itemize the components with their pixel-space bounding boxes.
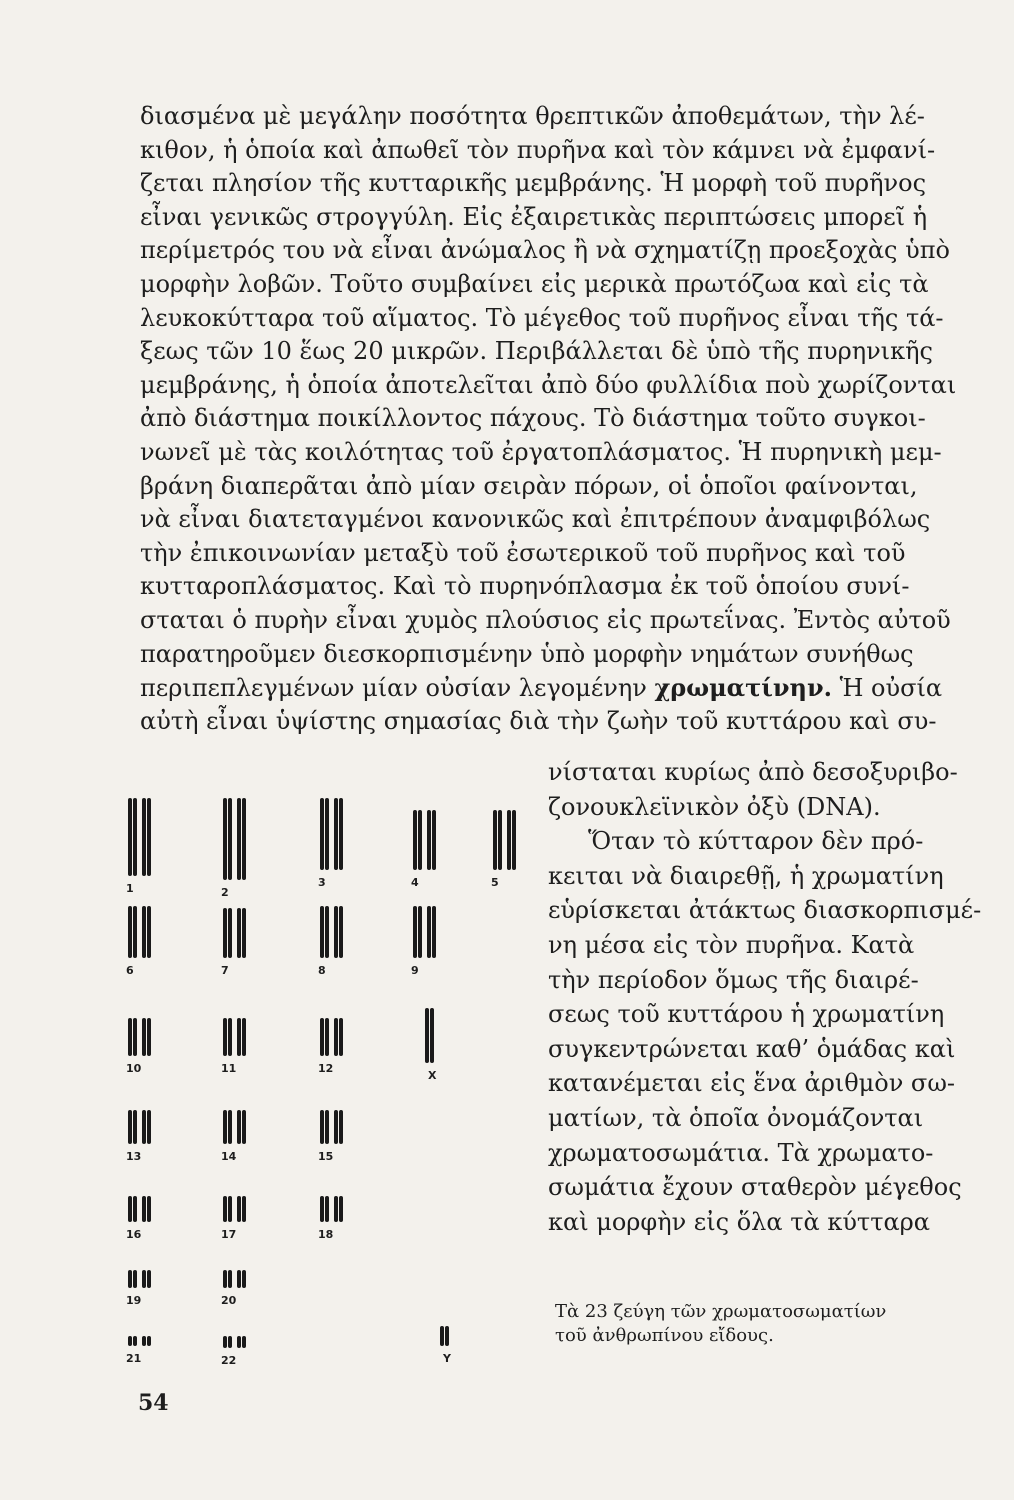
chromosome-pair [413,906,436,958]
chromosome-label: 8 [318,964,326,977]
text-line: Ὅταν τὸ κύτταρον δὲν πρό- [588,827,924,856]
chromatid [228,1270,232,1288]
chromosome-pair [128,798,151,876]
text-line: νίσταται κυρίως ἀπὸ δεσοξυριβο- [548,758,958,786]
chromatid [128,1270,132,1288]
chromatid [445,1326,449,1346]
chromatid [242,1270,246,1288]
chromosome-label: 21 [126,1352,142,1365]
chromatid [237,798,241,880]
chromosome-label: 18 [318,1228,334,1241]
chromosome-pair [493,810,516,870]
chromatid [339,1110,343,1144]
text-line: τὴν ἐπικοινωνίαν μεταξὺ τοῦ ἐσωτερικοῦ τοῦ πυρῆνος καὶ τοῦ [140,538,906,567]
chromatid [325,906,329,958]
chromatid [418,906,422,958]
chromatid [334,1110,338,1144]
chromosome-label: 4 [411,876,419,889]
chromosome-label: 17 [221,1228,237,1241]
chromosome-pair [223,1336,246,1348]
chromosome-label: 11 [221,1062,237,1075]
text-line: παρατηροῦμεν διεσκορπισμένην ὑπὸ μορφὴν νημάτων συνήθως [140,639,914,668]
text-line: σωμάτια ἔχουν σταθερὸν μέγεθος [548,1173,962,1202]
chromatid [320,798,324,870]
text-segment: περιπεπλεγμένων μίαν οὐσίαν λεγομένην [140,674,647,703]
chromatid [128,1336,132,1346]
chromatid [493,810,497,870]
chromosome-label: 20 [221,1294,237,1307]
chromatid [147,1110,151,1144]
chromatid [498,810,502,870]
chromosome-pair [425,1008,434,1063]
chromatid [339,798,343,870]
chromatid [128,1018,132,1056]
chromatid [320,1110,324,1144]
chromatid [237,1196,241,1222]
text-line: εἶναι γενικῶς στρογγύλη. Εἰς ἐξαιρετικὰς περιπτώσεις μπορεῖ ἡ [140,202,928,231]
karyotype-figure [110,778,550,1378]
side-column-text [548,755,982,1239]
chromatid [228,1196,232,1222]
chromatid [128,1110,132,1144]
chromosome-label: 6 [126,964,134,977]
text-line: αὐτὴ εἶναι ὑψίστης σημασίας διὰ τὴν ζωὴν τοῦ κυττάρου καὶ συ- [140,706,937,735]
chromosome-label: 22 [221,1354,237,1367]
chromatid [432,810,436,870]
chromosome-pair [320,1196,343,1222]
chromatid [325,798,329,870]
text-line: εὑρίσκεται ἀτάκτως διασκορπισμέ- [548,896,982,925]
bold-term: χρωματίνην. [654,673,832,703]
chromatid [320,1196,324,1222]
chromosome-label: 12 [318,1062,334,1075]
chromatid [242,1110,246,1144]
text-line: μορφὴν λοβῶν. Τοῦτο συμβαίνει εἰς μερικὰ πρωτόζωα καὶ εἰς τὰ [140,269,929,298]
chromosome-pair [128,1270,151,1288]
text-line: μεμβράνης, ἡ ὁποία ἀποτελεῖται ἀπὸ δύο φυλλίδια ποὺ χωρίζονται [140,370,957,399]
chromatid [237,1270,241,1288]
text-line: ξεως τῶν 10 ἕως 20 μικρῶν. Περιβάλλεται δὲ ὑπὸ τῆς πυρηνικῆς [140,337,933,366]
chromosome-pair [320,1018,343,1056]
chromatid [223,1018,227,1056]
chromatid [425,1008,429,1063]
chromosome-pair [223,908,246,958]
chromatid [133,1196,137,1222]
chromatid [133,906,137,958]
chromatid [427,906,431,958]
caption-line: τοῦ ἀνθρωπίνου εἴδους. [555,1325,774,1346]
chromatid [223,1196,227,1222]
chromatid [228,1018,232,1056]
chromatid [128,906,132,958]
chromosome-pair [223,1270,246,1288]
chromatid [413,906,417,958]
page-number: 54 [138,1390,169,1416]
chromosome-label: 7 [221,964,229,977]
text-line: νὰ εἶναι διατεταγμένοι κανονικῶς καὶ ἐπιτρέπουν ἀναμφιβόλως [140,505,931,534]
text-line: σταται ὁ πυρὴν εἶναι χυμὸς πλούσιος εἰς πρωτεΐνας. Ἐντὸς αὐτοῦ [140,605,951,634]
chromatid [142,906,146,958]
chromosome-label: Y [443,1352,451,1365]
chromatid [440,1326,444,1346]
chromatid [432,906,436,958]
chromatid [147,1336,151,1346]
text-line: συγκεντρώνεται καθ’ ὁμάδας καὶ [548,1034,956,1063]
chromatid [242,1018,246,1056]
chromatid [223,1270,227,1288]
body-text [140,100,970,738]
chromatid [237,1336,241,1348]
chromosome-label: 13 [126,1150,142,1163]
chromatid [430,1008,434,1063]
chromatid [320,906,324,958]
chromatid [242,1336,246,1348]
chromosome-label: 2 [221,886,229,899]
text-line: τὴν περίοδον ὅμως τῆς διαιρέ- [548,965,919,994]
text-line: κειται νὰ διαιρεθῇ, ἡ χρωματίνη [548,861,944,890]
chromatid [223,1336,227,1348]
chromatid [228,1336,232,1348]
chromatid [228,1110,232,1144]
chromosome-label: 14 [221,1150,237,1163]
chromatid [223,908,227,958]
chromatid [223,1110,227,1144]
chromosome-pair [128,1110,151,1144]
chromosome-label: X [428,1069,437,1082]
chromatid [334,906,338,958]
chromatid [142,1196,146,1222]
chromatid [418,810,422,870]
chromatid [237,908,241,958]
chromatid [339,1196,343,1222]
text-line: ἀπὸ διάστημα ποικίλλοντος πάχους. Τὸ διάστημα τοῦτο συγκοι- [140,404,926,433]
chromatid [242,1196,246,1222]
chromatid [242,908,246,958]
chromatid [334,1196,338,1222]
text-line: ματίων, τὰ ὁποῖα ὀνομάζονται [548,1103,924,1132]
chromatid [133,1018,137,1056]
chromatid [237,1018,241,1056]
chromosome-label: 19 [126,1294,142,1307]
chromatid [128,1196,132,1222]
text-line: νη μέσα εἰς τὸν πυρῆνα. Κατὰ [548,930,915,959]
chromatid [507,810,511,870]
chromosome-pair [223,798,246,880]
text-segment: Ἡ οὐσία [831,674,943,703]
chromatid [242,798,246,880]
chromosome-pair [320,1110,343,1144]
chromatid [334,1018,338,1056]
text-line: νωνεῖ μὲ τὰς κοιλότητας τοῦ ἐργατοπλάσματος. Ἡ πυρηνικὴ μεμ- [140,437,942,466]
chromatid [320,1018,324,1056]
chromatid [325,1196,329,1222]
chromatid [147,1196,151,1222]
chromosome-label: 1 [126,882,134,895]
chromatid [413,810,417,870]
caption-line: Τὰ 23 ζεύγη τῶν χρωματοσωματίων [555,1301,887,1322]
chromatid [133,1336,137,1346]
text-line: καὶ μορφὴν εἰς ὅλα τὰ κύτταρα [548,1207,930,1236]
chromatid [142,1336,146,1346]
chromatid [142,1110,146,1144]
chromosome-label: 15 [318,1150,334,1163]
chromatid [147,1018,151,1056]
chromosome-pair [128,906,151,958]
chromatid [147,1270,151,1288]
chromatid [325,1110,329,1144]
chromatid [427,810,431,870]
chromosome-pair [223,1018,246,1056]
chromatid [147,906,151,958]
text-line: λευκοκύτταρα τοῦ αἵματος. Τὸ μέγεθος τοῦ πυρῆνος εἶναι τῆς τά- [140,303,944,332]
chromatid [142,798,146,876]
chromosome-pair [128,1336,151,1346]
chromatid [512,810,516,870]
chromatid [334,798,338,870]
text-line: χρωματοσωμάτια. Τὰ χρωματο- [548,1138,934,1167]
chromatid [228,798,232,880]
text-line: κυτταροπλάσματος. Καὶ τὸ πυρηνόπλασμα ἐκ τοῦ ὁποίου συνί- [140,572,910,601]
text-line: διασμένα μὲ μεγάλην ποσότητα θρεπτικῶν ἀποθεμάτων, τὴν λέ- [140,102,925,130]
chromosome-label: 3 [318,876,326,889]
text-line: σεως τοῦ κυττάρου ἡ χρωματίνη [548,1000,945,1029]
chromatid [133,1270,137,1288]
text-line: βράνη διαπερᾶται ἀπὸ μίαν σειρὰν πόρων, οἱ ὁποῖοι φαίνονται, [140,471,918,500]
text-line: ζονουκλεϊνικὸν ὀξὺ (DNA). [548,792,881,821]
chromosome-pair [128,1018,151,1056]
chromatid [223,798,227,880]
chromosome-pair [320,798,343,870]
figure-caption [555,1300,975,1348]
chromosome-pair [223,1196,246,1222]
text-line: ζεται πλησίον τῆς κυτταρικῆς μεμβράνης. Ἡ μορφὴ τοῦ πυρῆνος [140,169,927,198]
chromosome-label: 5 [491,876,499,889]
chromosome-pair [440,1326,449,1346]
text-line-with-term [140,671,970,705]
chromosome-label: 16 [126,1228,142,1241]
chromatid [128,798,132,876]
chromosome-pair [320,906,343,958]
chromosome-label: 9 [411,964,419,977]
text-line: περίμετρός του νὰ εἶναι ἀνώμαλος ἢ νὰ σχηματίζῃ προεξοχὰς ὑπὸ [140,236,950,265]
chromatid [228,908,232,958]
text-line: κιθον, ἡ ὁποία καὶ ἀπωθεῖ τὸν πυρῆνα καὶ τὸν κάμνει νὰ ἐμφανί- [140,135,936,164]
chromatid [142,1018,146,1056]
chromatid [237,1110,241,1144]
chromosome-pair [128,1196,151,1222]
chromatid [142,1270,146,1288]
chromatid [147,798,151,876]
text-line: κατανέμεται εἰς ἕνα ἀριθμὸν σω- [548,1069,955,1098]
chromosome-pair [223,1110,246,1144]
chromatid [133,798,137,876]
chromatid [339,906,343,958]
chromatid [339,1018,343,1056]
chromatid [325,1018,329,1056]
chromatid [133,1110,137,1144]
chromosome-pair [413,810,436,870]
chromosome-label: 10 [126,1062,142,1075]
